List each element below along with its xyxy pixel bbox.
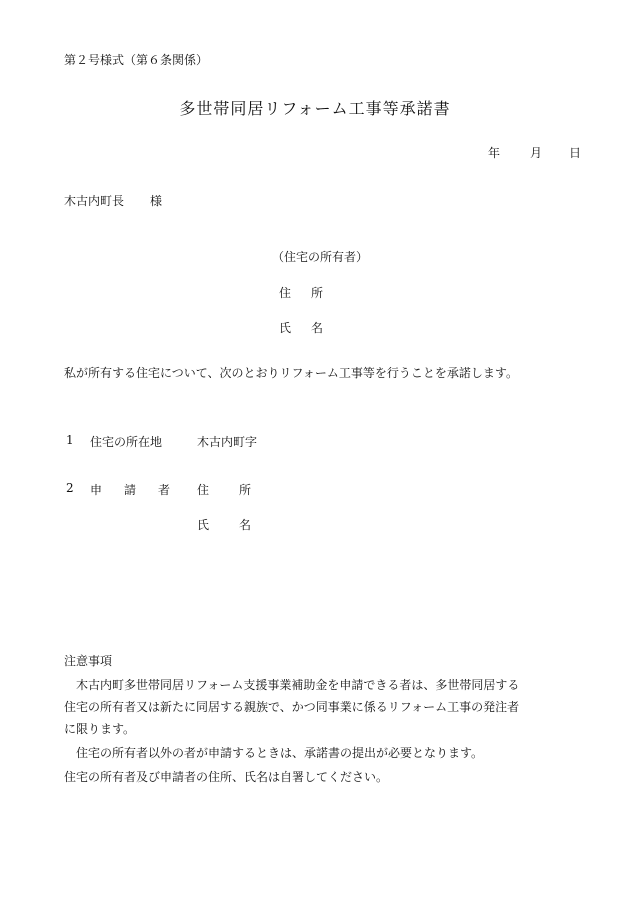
item-2-number: 2 — [66, 481, 74, 495]
owner-address-label-1: 住 — [279, 286, 292, 300]
item-2-address-label-2: 所 — [239, 483, 252, 497]
addressee — [64, 192, 162, 209]
item-2-name-label-2: 名 — [239, 518, 252, 532]
note-line: に限ります。 — [64, 722, 136, 736]
date-month-label: 月 — [530, 146, 543, 160]
item-1-value: 木古内町字 — [197, 435, 258, 449]
notes-title: 注意事項 — [64, 654, 113, 668]
addressee-name: 木古内町長 — [64, 194, 125, 208]
note-line: 住宅の所有者又は新たに同居する親族で、かつ同事業に係るリフォーム工事の発注者 — [64, 700, 520, 714]
item-2-label-char-3: 者 — [157, 483, 170, 497]
item-2-label — [90, 481, 170, 498]
item-2-address-label — [197, 481, 251, 498]
item-2-name-label — [197, 516, 251, 533]
note-line: 住宅の所有者及び申請者の住所、氏名は自署してください。 — [64, 770, 389, 784]
owner-address-label — [279, 284, 323, 301]
item-2-label-char-2: 請 — [123, 483, 136, 497]
consent-statement: 私が所有する住宅について、次のとおりリフォーム工事等を行うことを承諾します。 — [64, 366, 518, 380]
owner-name-label — [279, 319, 323, 336]
form-number: 第２号様式（第６条関係） — [64, 53, 209, 67]
addressee-honorific: 様 — [150, 194, 163, 208]
owner-heading: （住宅の所有者） — [272, 250, 369, 264]
note-line: 木古内町多世帯同居リフォーム支援事業補助金を申請できる者は、多世帯同居する — [76, 678, 520, 692]
document-title: 多世帯同居リフォーム工事等承諾書 — [179, 99, 451, 118]
item-2-name-label-1: 氏 — [197, 518, 210, 532]
note-line: 住宅の所有者以外の者が申請するときは、承諾書の提出が必要となります。 — [76, 746, 484, 760]
item-2-address-label-1: 住 — [197, 483, 210, 497]
item-1-number: 1 — [66, 433, 74, 447]
date-day-label: 日 — [569, 146, 582, 160]
item-2-label-char-1: 申 — [90, 483, 103, 497]
item-1-label: 住宅の所在地 — [90, 435, 163, 449]
date-year-label: 年 — [488, 146, 501, 160]
owner-name-label-2: 名 — [311, 321, 324, 335]
owner-address-label-2: 所 — [311, 286, 324, 300]
owner-name-label-1: 氏 — [279, 321, 292, 335]
